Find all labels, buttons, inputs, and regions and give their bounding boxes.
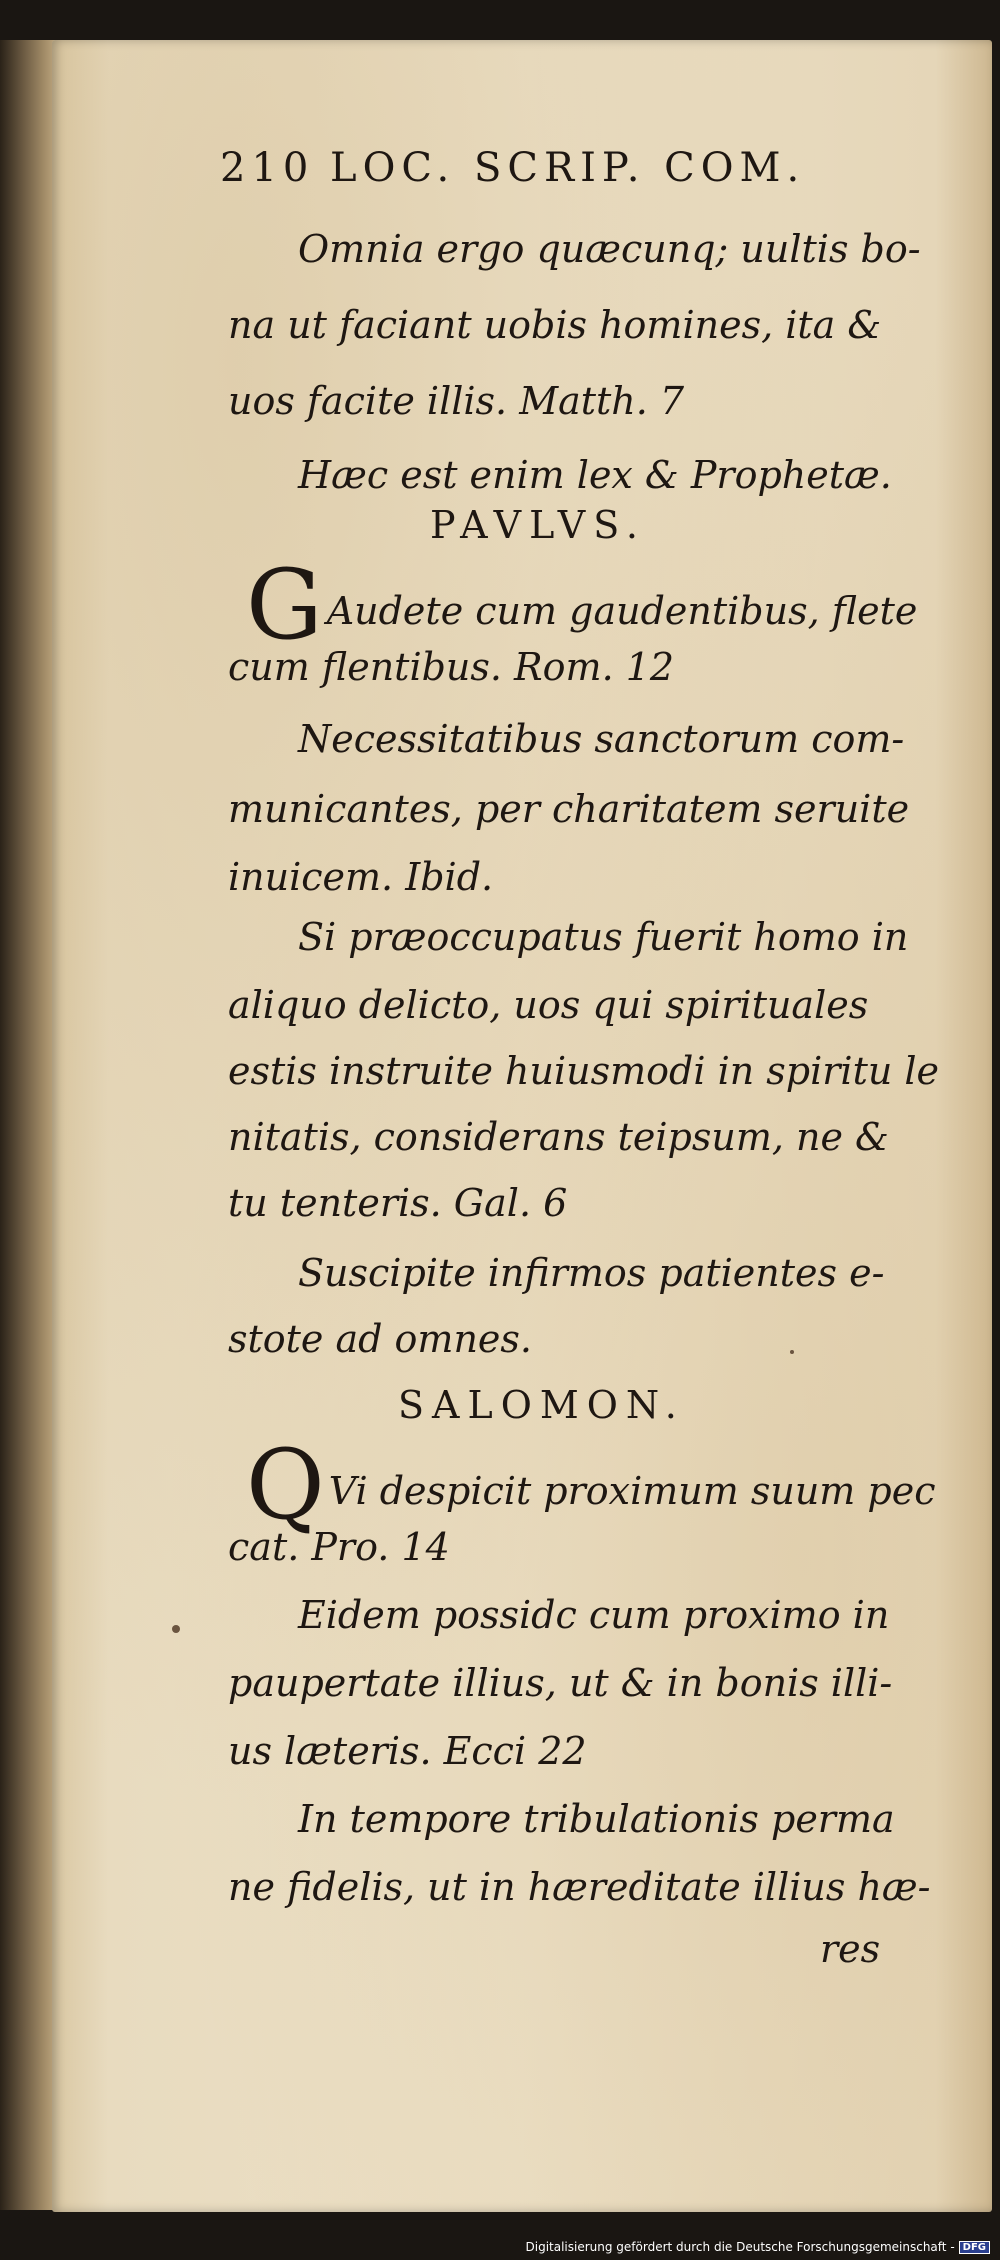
text-line: municantes, per charitatem seruite	[228, 787, 910, 831]
text-line: tu tenteris. Gal. 6	[228, 1181, 568, 1225]
drop-cap-initial: Q	[246, 1429, 325, 1541]
text-line	[246, 549, 918, 661]
text-line: Omnia ergo quæcunq; uultis bo-	[298, 227, 921, 271]
ink-spot	[172, 1625, 180, 1633]
text-line: ne fidelis, ut in hæreditate illius hæ-	[228, 1865, 931, 1909]
section-heading-salomon: SALOMON.	[398, 1383, 685, 1427]
text-line: aliquo delicto, uos qui spirituales	[228, 983, 869, 1027]
drop-cap-initial: G	[246, 549, 323, 661]
ink-spot	[790, 1350, 794, 1354]
line-text: Vi despicit proximum suum pec	[328, 1469, 936, 1513]
text-line: estis instruite huiusmodi in spiritu le	[228, 1049, 940, 1093]
text-line: nitatis, considerans teipsum, ne &	[228, 1115, 889, 1159]
text-line: Hæc est enim lex & Prophetæ.	[298, 453, 892, 497]
text-line: inuicem. Ibid.	[228, 855, 494, 899]
text-line: Eidem possidc cum proximo in	[298, 1593, 890, 1637]
text-line: na ut faciant uobis homines, ita &	[228, 303, 882, 347]
text-line: paupertate illius, ut & in bonis illi-	[228, 1661, 893, 1705]
text-line	[246, 1429, 936, 1541]
text-line: Si præoccupatus fuerit homo in	[298, 915, 909, 959]
book-spine-edge	[0, 40, 58, 2210]
text-line: cat. Pro. 14	[228, 1525, 450, 1569]
dfg-logo: DFG	[959, 2241, 990, 2254]
section-heading-paulus: PAVLVS.	[430, 503, 646, 547]
text-line: us læteris. Ecci 22	[228, 1729, 587, 1773]
text-line: In tempore tribulationis perma	[298, 1797, 895, 1841]
credit-text: Digitalisierung gefördert durch die Deutsche Forschungsgemeinschaft -	[525, 2240, 955, 2254]
catchword: res	[820, 1927, 881, 1971]
running-title: LOC. SCRIP. COM.	[330, 145, 806, 191]
digitization-credit	[526, 2240, 991, 2254]
text-line: Suscipite infirmos patientes e-	[298, 1251, 885, 1295]
text-line: stote ad omnes.	[228, 1317, 532, 1361]
text-line: Necessitatibus sanctorum com-	[298, 717, 905, 761]
text-line: cum flentibus. Rom. 12	[228, 645, 675, 689]
text-line: uos facite illis. Matth. 7	[228, 379, 685, 423]
page-number: 210	[220, 145, 315, 191]
line-text: Audete cum gaudentibus, flete	[326, 589, 918, 633]
